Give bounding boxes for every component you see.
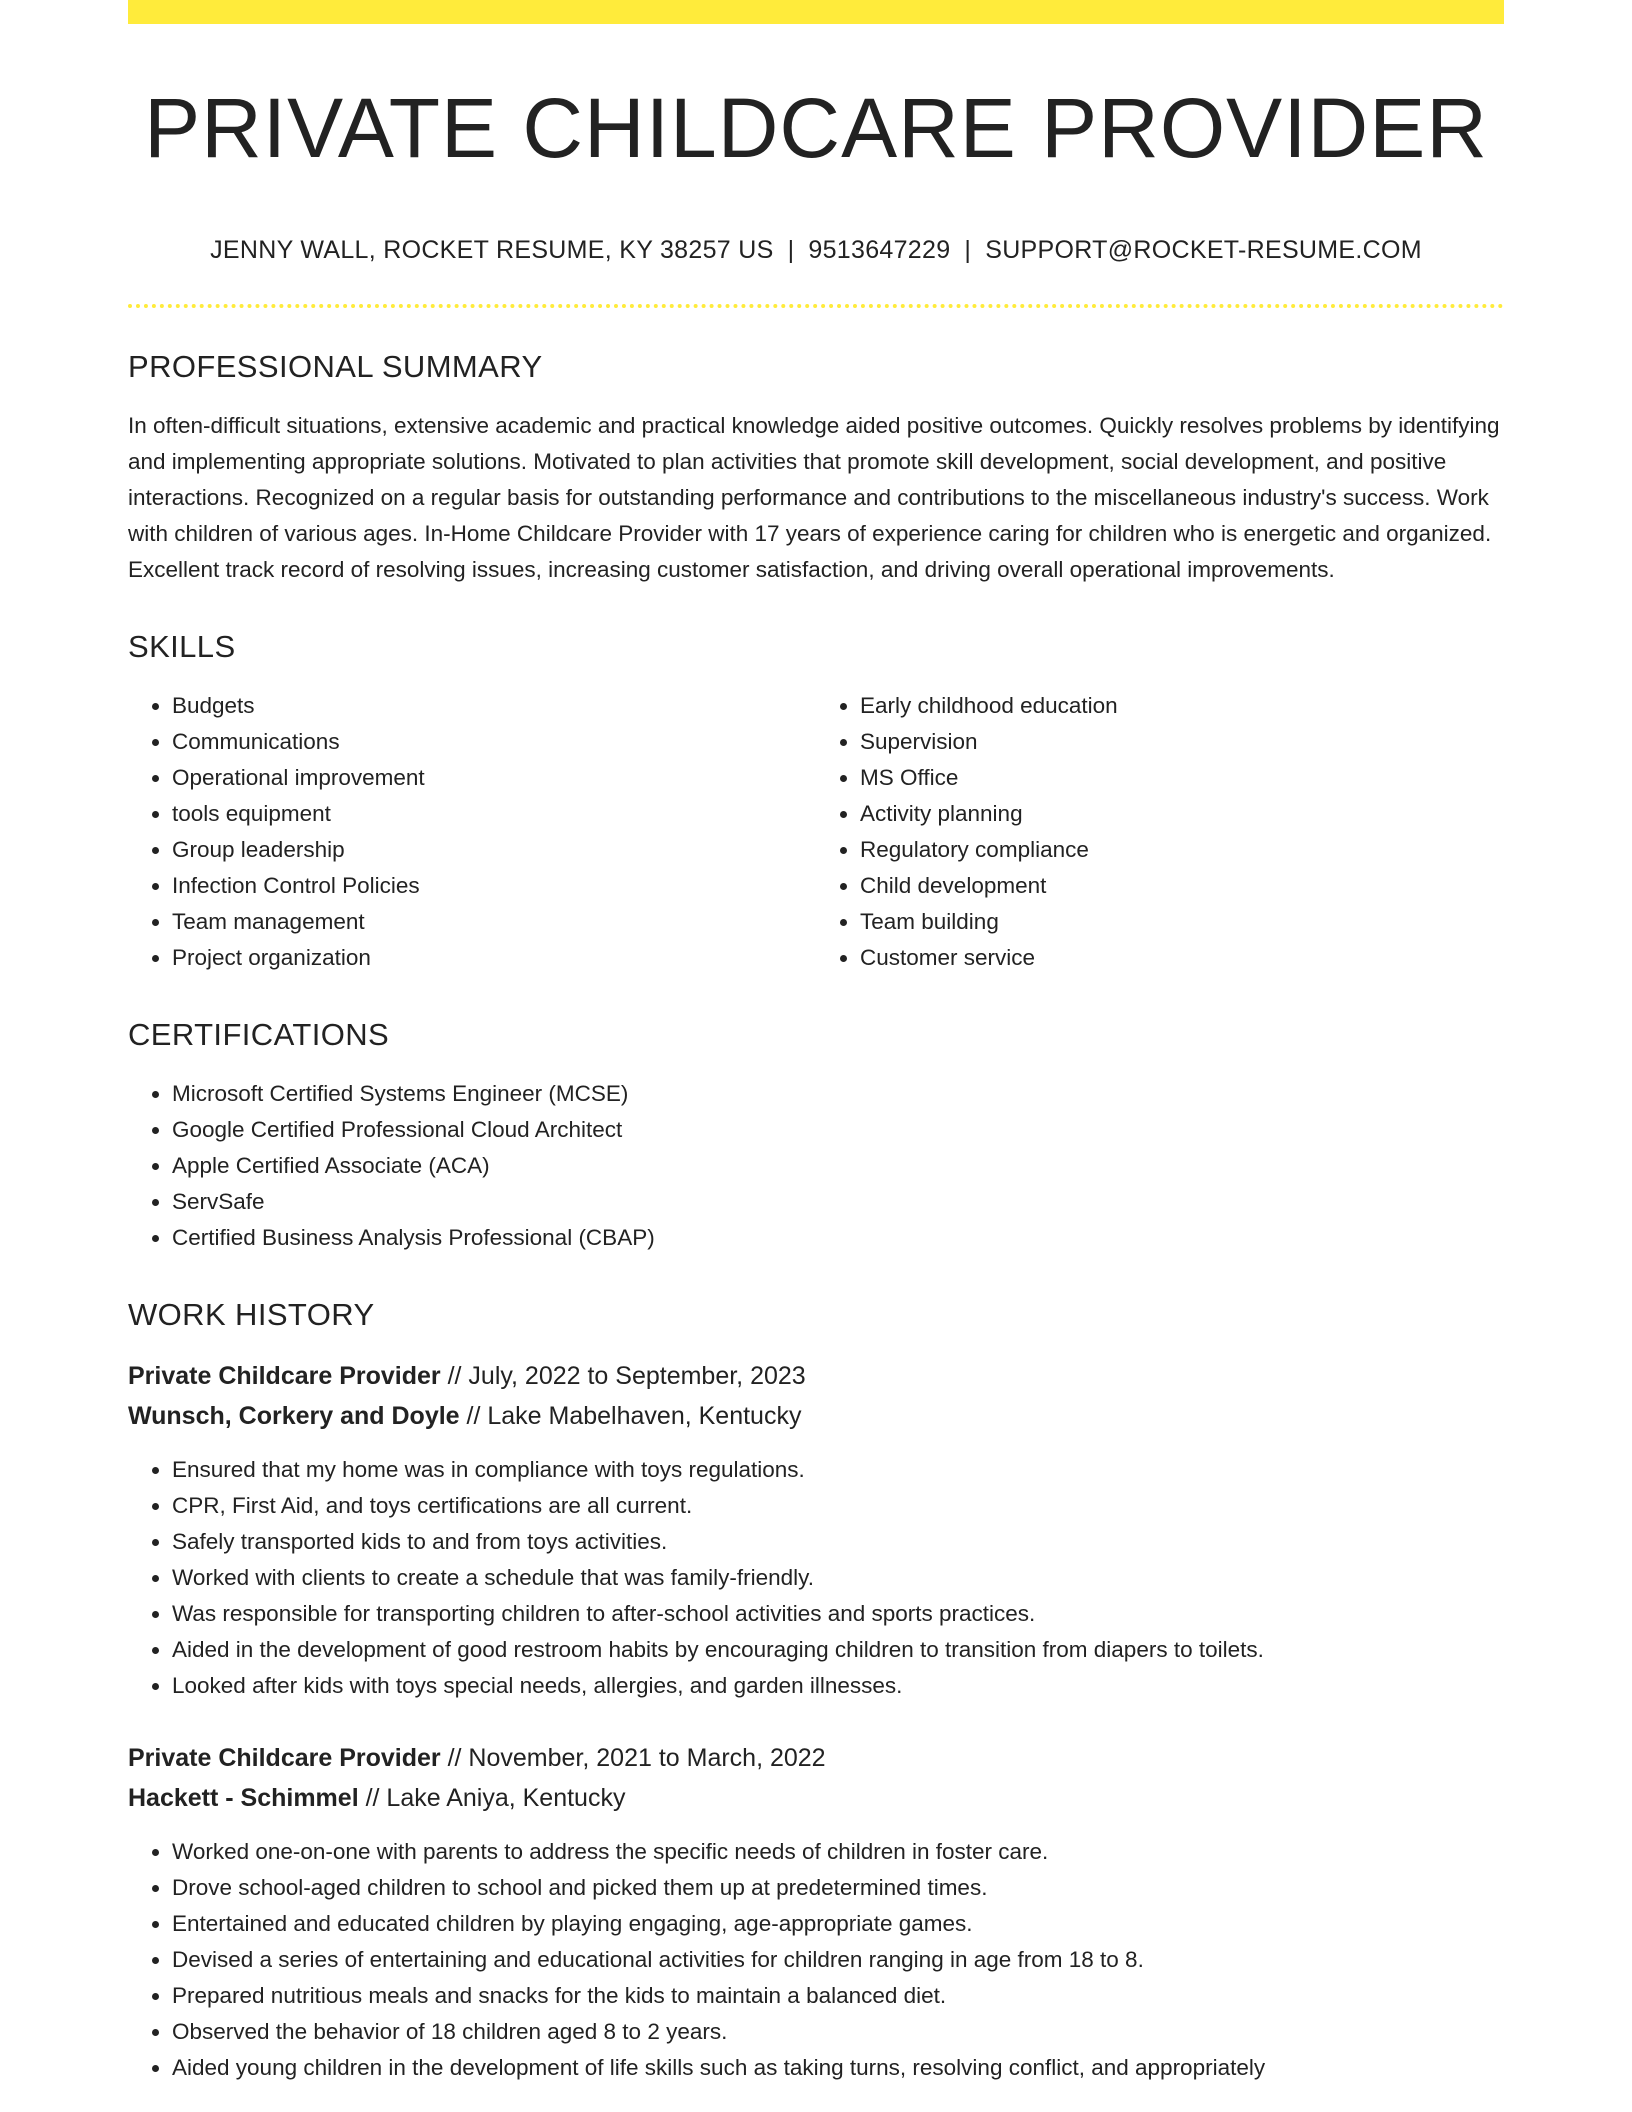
skill-item: • Project organization (172, 940, 816, 976)
job-location: // Lake Aniya, Kentucky (358, 1784, 626, 1812)
job-duty-item: • Safely transported kids to and from toys activities. (172, 1524, 1504, 1560)
certification-item: • ServSafe (172, 1184, 1504, 1220)
job-title-line (128, 1356, 1504, 1396)
skills-columns (128, 688, 1504, 976)
job-duties-list (128, 1834, 1504, 2086)
skill-item: • Child development (860, 868, 1504, 904)
resume-page (128, 0, 1504, 2086)
contact-separator: | (964, 236, 972, 264)
skill-item: • Supervision (860, 724, 1504, 760)
summary-heading: PROFESSIONAL SUMMARY (128, 349, 543, 384)
skills-list-right (816, 688, 1504, 976)
skill-item: • Budgets (172, 688, 816, 724)
certifications-heading: CERTIFICATIONS (128, 1017, 390, 1052)
job-duty-item: • Observed the behavior of 18 children aged 8 to 2 years. (172, 2014, 1504, 2050)
skill-item: • Group leadership (172, 832, 816, 868)
job-duty-item: • Entertained and educated children by playing engaging, age-appropriate games. (172, 1906, 1504, 1942)
skill-item: • Team management (172, 904, 816, 940)
contact-line (128, 234, 1504, 266)
certification-item: • Certified Business Analysis Professional (CBAP) (172, 1220, 1504, 1256)
job-title: Private Childcare Provider (128, 1744, 441, 1772)
skills-heading: SKILLS (128, 629, 236, 664)
job-company: Wunsch, Corkery and Doyle (128, 1402, 460, 1430)
job-duty-item: • Ensured that my home was in compliance with toys regulations. (172, 1452, 1504, 1488)
job-duty-item: • Looked after kids with toys special needs, allergies, and garden illnesses. (172, 1668, 1504, 1704)
job-company: Hackett - Schimmel (128, 1784, 359, 1812)
skill-item: • Infection Control Policies (172, 868, 816, 904)
contact-email: SUPPORT@ROCKET-RESUME.COM (985, 236, 1422, 264)
job-duty-item: • Aided young children in the development of life skills such as taking turns, resolving conflict, and appropriately (172, 2050, 1504, 2086)
certification-item: • Microsoft Certified Systems Engineer (MCSE) (172, 1076, 1504, 1112)
summary-text: In often-difficult situations, extensive academic and practical knowledge aided positive outcomes. Quickly resolves problems by identifying and implementing appropriate solutions. Motivated to plan activities that promote skill development, social development, and positive interactions. Recognized on a regular basis for outstanding performance and contributions to the miscellaneous industry's success. Work with children of various ages. In-Home Childcare Provider with 17 years of experience caring for children who is energetic and organized. Excellent track record of resolving issues, increasing customer satisfaction, and driving overall operational improvements. (128, 413, 1500, 582)
job-duty-item: • CPR, First Aid, and toys certifications are all current. (172, 1488, 1504, 1524)
skills-list-left (128, 688, 816, 976)
job-company-line (128, 1396, 1504, 1436)
job-duty-item: • Drove school-aged children to school and picked them up at predetermined times. (172, 1870, 1504, 1906)
certifications-list (128, 1076, 1504, 1256)
skill-item: • Activity planning (860, 796, 1504, 832)
skill-item: • Customer service (860, 940, 1504, 976)
job-dates: // November, 2021 to March, 2022 (440, 1744, 826, 1772)
certification-item: • Apple Certified Associate (ACA) (172, 1148, 1504, 1184)
job-duties-list (128, 1452, 1504, 1704)
skill-item: • Regulatory compliance (860, 832, 1504, 868)
contact-address: JENNY WALL, ROCKET RESUME, KY 38257 US (210, 236, 774, 264)
job-entry (128, 1356, 1504, 1704)
certification-item: • Google Certified Professional Cloud Architect (172, 1112, 1504, 1148)
job-title: Private Childcare Provider (128, 1362, 441, 1390)
job-duty-item: • Devised a series of entertaining and educational activities for children ranging in age from 18 to 8. (172, 1942, 1504, 1978)
skill-item: • MS Office (860, 760, 1504, 796)
job-duty-item: • Worked with clients to create a schedule that was family-friendly. (172, 1560, 1504, 1596)
skill-item: • Operational improvement (172, 760, 816, 796)
dotted-divider (128, 304, 1504, 308)
job-duty-item: • Was responsible for transporting children to after-school activities and sports practices. (172, 1596, 1504, 1632)
contact-phone: 9513647229 (808, 236, 951, 264)
contact-separator: | (787, 236, 795, 264)
skill-item: • Early childhood education (860, 688, 1504, 724)
skill-item: • Communications (172, 724, 816, 760)
job-duty-item: • Aided in the development of good restroom habits by encouraging children to transition from diapers to toilets. (172, 1632, 1504, 1668)
work-history-heading: WORK HISTORY (128, 1297, 375, 1332)
job-title-line (128, 1738, 1504, 1778)
job-location: // Lake Mabelhaven, Kentucky (459, 1402, 802, 1430)
job-company-line (128, 1778, 1504, 1818)
accent-top-bar (128, 0, 1504, 24)
skill-item: • Team building (860, 904, 1504, 940)
job-duty-item: • Worked one-on-one with parents to address the specific needs of children in foster care. (172, 1834, 1504, 1870)
job-duty-item: • Prepared nutritious meals and snacks for the kids to maintain a balanced diet. (172, 1978, 1504, 2014)
resume-title: PRIVATE CHILDCARE PROVIDER (144, 81, 1488, 175)
job-entry (128, 1738, 1504, 2086)
job-dates: // July, 2022 to September, 2023 (440, 1362, 806, 1390)
skill-item: • tools equipment (172, 796, 816, 832)
